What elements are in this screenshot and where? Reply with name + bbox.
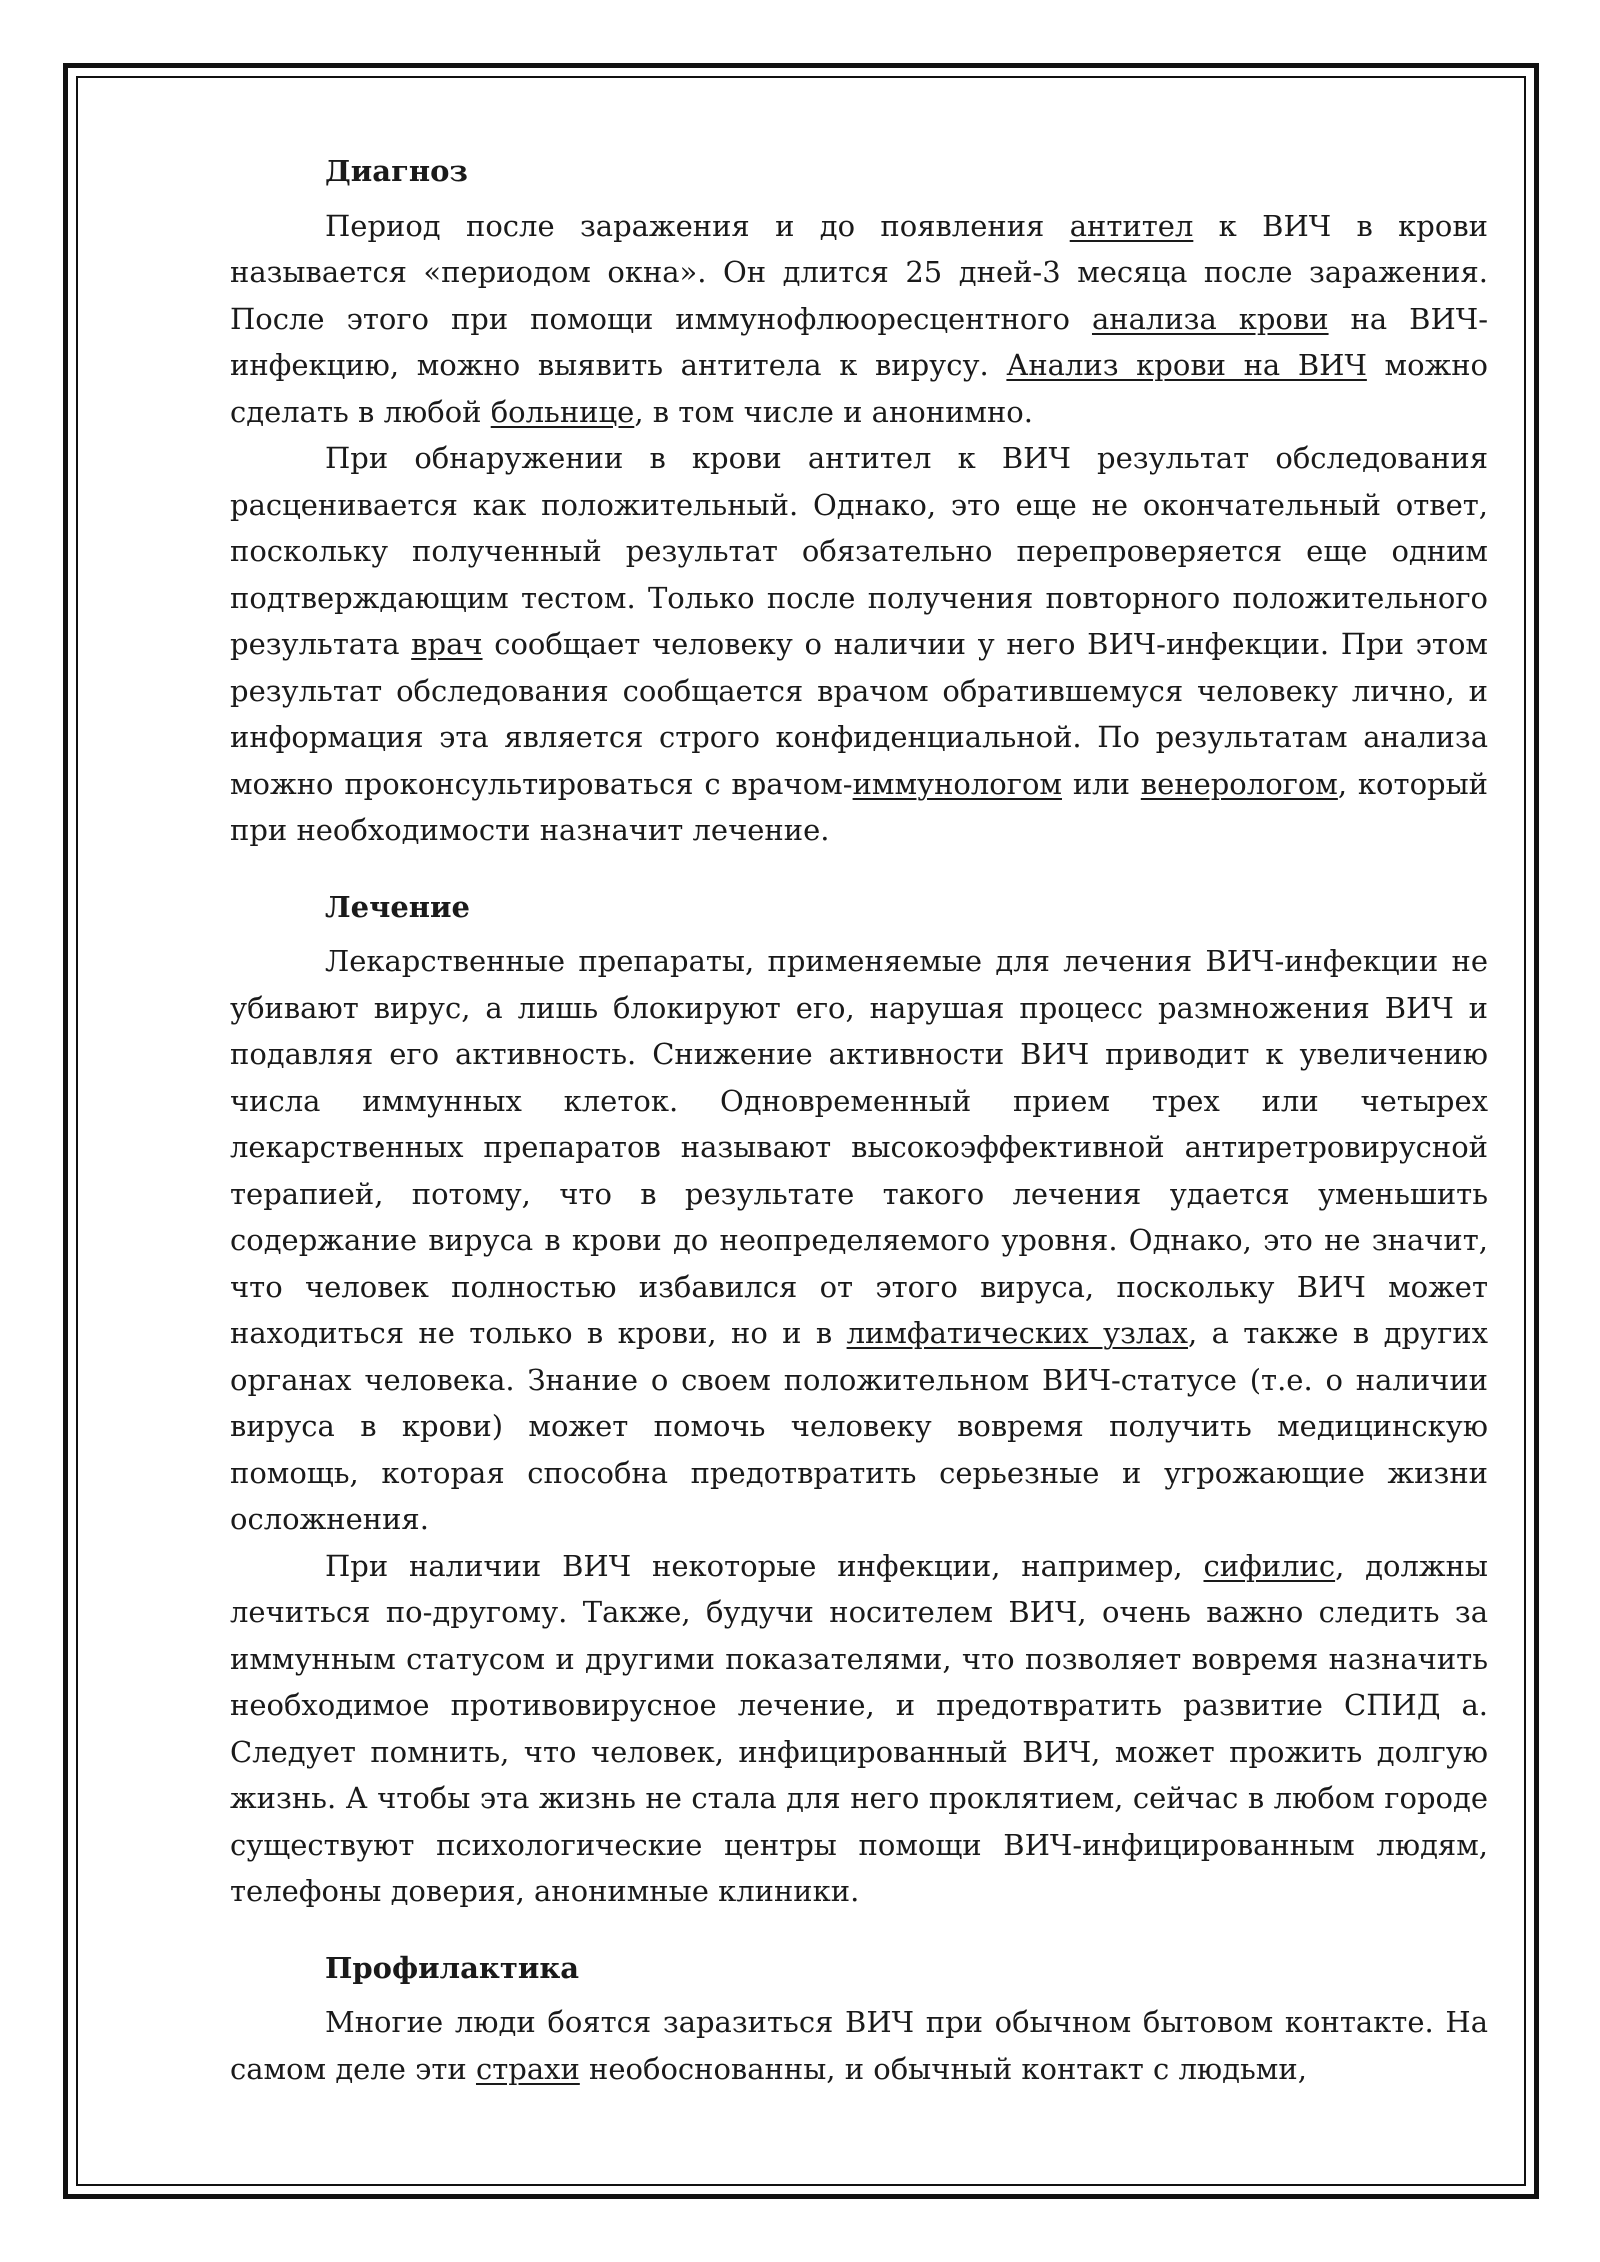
hyperlink[interactable]: анализа крови	[1091, 301, 1329, 336]
text-run: или	[1061, 766, 1141, 801]
hyperlink[interactable]: больнице	[490, 394, 635, 429]
text-run: можно сделать в любой	[230, 348, 1488, 429]
section-2	[230, 1945, 1488, 2093]
hyperlink[interactable]: иммунологом	[852, 766, 1062, 801]
section-1	[230, 884, 1488, 1915]
section-heading: Лечение	[325, 889, 470, 924]
section-heading: Диагноз	[325, 154, 468, 188]
paragraph	[230, 203, 1488, 436]
section-heading: Профилактика	[325, 1950, 580, 1985]
text-run: к ВИЧ в крови называется «периодом окна». Он длится 25 дней-3 месяца после заражения. После этого при помощи иммунофлюоресцентного	[230, 208, 1488, 336]
text-run: При наличии ВИЧ некоторые инфекции, например,	[325, 1548, 1204, 1583]
paragraph	[230, 435, 1488, 854]
text-run: на ВИЧ-инфекцию, можно выявить антитела к вирусу.	[230, 301, 1488, 382]
paragraph	[230, 938, 1488, 1543]
hyperlink[interactable]: страхи	[475, 2051, 580, 2086]
hyperlink[interactable]: сифилис	[1203, 1548, 1336, 1583]
text-run: При обнаружении в крови антител к ВИЧ результат обследования расценивается как положительный. Однако, это еще не окончательный ответ, поскольку полученный результат обязательно перепроверяется еще одним подтверждающим тестом. Только после получения повторного положительного результата	[230, 441, 1488, 661]
text-run: Лекарственные препараты, применяемые для лечения ВИЧ-инфекции не убивают вирус, а лишь блокируют его, нарушая процесс размножения ВИЧ и подавляя его активность. Снижение активности ВИЧ приводит к увеличению числа иммунных клеток. Одновременный прием трех или четырех лекарственных препаратов называют высокоэффективной антиретровирусной терапией, потому, что в результате такого лечения удается уменьшить содержание вируса в крови до неопределяемого уровня. Однако, это не значит, что человек полностью избавился от этого вируса, поскольку ВИЧ может находиться не только в крови, но и в	[230, 944, 1488, 1350]
text-run: Многие люди боятся заразиться ВИЧ при обычном бытовом контакте. На самом деле эти	[230, 2005, 1488, 2086]
hyperlink[interactable]: антител	[1069, 208, 1194, 243]
hyperlink[interactable]: лимфатических узлах	[846, 1316, 1188, 1350]
hyperlink[interactable]: венерологом	[1140, 766, 1338, 801]
section-0	[230, 148, 1488, 854]
hyperlink[interactable]: Анализ крови на ВИЧ	[1006, 348, 1367, 382]
paragraph	[230, 1999, 1488, 2092]
text-run: , в том числе и анонимно.	[634, 394, 1033, 429]
hyperlink[interactable]: врач	[411, 627, 483, 661]
document-body	[230, 148, 1488, 2092]
text-run: , который при необходимости назначит лечение.	[230, 766, 1488, 847]
text-run: сообщает человеку о наличии у него ВИЧ-инфекции. При этом результат обследования сообщается врачом обратившемуся человеку лично, и информация эта является строго конфиденциальной. По результатам анализа можно проконсультироваться с врачом-	[230, 627, 1488, 801]
text-run: Период после заражения и до появления	[325, 208, 1070, 243]
text-run: , а также в других органах человека. Знание о своем положительном ВИЧ-статусе (т.е. о наличии вируса в крови) может помочь человеку вовремя получить медицинскую помощь, которая способна предотвратить серьезные и угрожающие жизни осложнения.	[230, 1316, 1488, 1536]
text-run: необоснованны, и обычный контакт с людьми,	[579, 2051, 1307, 2086]
text-run: , должны лечиться по-другому. Также, будучи носителем ВИЧ, очень важно следить за иммунным статусом и другими показателями, что позволяет вовремя назначить необходимое противовирусное лечение, и предотвратить развитие СПИД а. Следует помнить, что человек, инфицированный ВИЧ, может прожить долгую жизнь. А чтобы эта жизнь не стала для него проклятием, сейчас в любом городе существуют психологические центры помощи ВИЧ-инфицированным людям, телефоны доверия, анонимные клиники.	[230, 1548, 1489, 1908]
paragraph	[230, 1543, 1488, 1915]
